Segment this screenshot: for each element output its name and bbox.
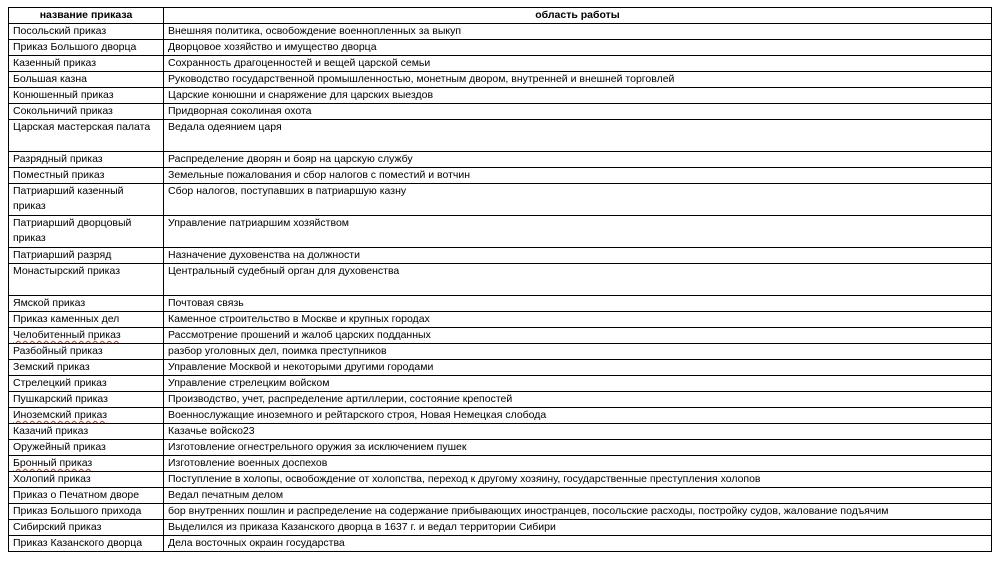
- work-area: Сбор налогов, поступавших в патриаршую казну: [164, 184, 992, 216]
- work-area: Внешняя политика, освобождение военнопленных за выкуп: [164, 24, 992, 40]
- table-row: [9, 424, 992, 440]
- work-area: Сохранность драгоценностей и вещей царской семьи: [164, 56, 992, 72]
- table-row: [9, 152, 992, 168]
- table-row: [9, 216, 992, 248]
- order-name: Монастырский приказ: [9, 264, 164, 296]
- order-name: Земский приказ: [9, 360, 164, 376]
- table-row: [9, 120, 992, 152]
- work-area: Рассмотрение прошений и жалоб царских подданных: [164, 328, 992, 344]
- work-area: Назначение духовенства на должности: [164, 248, 992, 264]
- order-name: Патриарший разряд: [9, 248, 164, 264]
- order-name: Приказ Большого дворца: [9, 40, 164, 56]
- order-name: Сибирский приказ: [9, 520, 164, 536]
- order-name: Приказ Казанского дворца: [9, 536, 164, 552]
- table-row: [9, 264, 992, 296]
- work-area: Дворцовое хозяйство и имущество дворца: [164, 40, 992, 56]
- order-name: Конюшенный приказ: [9, 88, 164, 104]
- order-name: Сокольничий приказ: [9, 104, 164, 120]
- orders-table: [8, 7, 992, 552]
- table-row: [9, 440, 992, 456]
- order-name: Холопий приказ: [9, 472, 164, 488]
- order-name: Патриарший казенный приказ: [9, 184, 164, 216]
- work-area: Почтовая связь: [164, 296, 992, 312]
- table-row: [9, 184, 992, 216]
- work-area: Выделился из приказа Казанского дворца в 1637 г. и ведал территории Сибири: [164, 520, 992, 536]
- table-row: [9, 376, 992, 392]
- order-name: Бронный приказ: [9, 456, 164, 472]
- table-row: [9, 520, 992, 536]
- header-order-name: название приказа: [9, 8, 164, 24]
- order-name: Челобитенный приказ: [9, 328, 164, 344]
- work-area: Управление Москвой и некоторыми другими городами: [164, 360, 992, 376]
- table-row: [9, 296, 992, 312]
- work-area: бор внутренних пошлин и распределение на содержание прибывающих иностранцев, посольские расходы, постройку судов, жалование подъячим: [164, 504, 992, 520]
- order-name: Разбойный приказ: [9, 344, 164, 360]
- work-area: Поступление в холопы, освобождение от холопства, переход к другому хозяину, государственные преступления холопов: [164, 472, 992, 488]
- table-header-row: [9, 8, 992, 24]
- table-row: [9, 472, 992, 488]
- order-name: Пушкарский приказ: [9, 392, 164, 408]
- table-row: [9, 328, 992, 344]
- order-name: Оружейный приказ: [9, 440, 164, 456]
- order-name: Приказ Большого прихода: [9, 504, 164, 520]
- table-row: [9, 168, 992, 184]
- work-area: Ведал печатным делом: [164, 488, 992, 504]
- order-name: Приказ каменных дел: [9, 312, 164, 328]
- order-name: Большая казна: [9, 72, 164, 88]
- order-name: Посольский приказ: [9, 24, 164, 40]
- table-row: [9, 536, 992, 552]
- table-row: [9, 88, 992, 104]
- table-row: [9, 392, 992, 408]
- order-name: Казенный приказ: [9, 56, 164, 72]
- order-name: Патриарший дворцовый приказ: [9, 216, 164, 248]
- work-area: Земельные пожалования и сбор налогов с поместий и вотчин: [164, 168, 992, 184]
- work-area: Каменное строительство в Москве и крупных городах: [164, 312, 992, 328]
- work-area: Распределение дворян и бояр на царскую службу: [164, 152, 992, 168]
- header-work-area: область работы: [164, 8, 992, 24]
- work-area: Руководство государственной промышленностью, монетным двором, внутренней и внешней торговлей: [164, 72, 992, 88]
- work-area: Военнослужащие иноземного и рейтарского строя, Новая Немецкая слобода: [164, 408, 992, 424]
- order-name: Царская мастерская палата: [9, 120, 164, 152]
- table-row: [9, 56, 992, 72]
- table-row: [9, 312, 992, 328]
- table-row: [9, 72, 992, 88]
- table-row: [9, 248, 992, 264]
- work-area: Придворная соколиная охота: [164, 104, 992, 120]
- work-area: Производство, учет, распределение артиллерии, состояние крепостей: [164, 392, 992, 408]
- order-name: Разрядный приказ: [9, 152, 164, 168]
- work-area: Царские конюшни и снаряжение для царских выездов: [164, 88, 992, 104]
- table-row: [9, 104, 992, 120]
- work-area: Ведала одеянием царя: [164, 120, 992, 152]
- order-name: Иноземский приказ: [9, 408, 164, 424]
- order-name: Ямской приказ: [9, 296, 164, 312]
- order-name: Приказ о Печатном дворе: [9, 488, 164, 504]
- order-name: Стрелецкий приказ: [9, 376, 164, 392]
- work-area: Дела восточных окраин государства: [164, 536, 992, 552]
- work-area: Управление патриаршим хозяйством: [164, 216, 992, 248]
- table-row: [9, 360, 992, 376]
- order-name: Поместный приказ: [9, 168, 164, 184]
- table-row: [9, 40, 992, 56]
- work-area: Казачье войско23: [164, 424, 992, 440]
- work-area: Управление стрелецким войском: [164, 376, 992, 392]
- work-area: Изготовление военных доспехов: [164, 456, 992, 472]
- work-area: разбор уголовных дел, поимка преступников: [164, 344, 992, 360]
- work-area: Центральный судебный орган для духовенства: [164, 264, 992, 296]
- table-row: [9, 24, 992, 40]
- order-name: Казачий приказ: [9, 424, 164, 440]
- table-row: [9, 408, 992, 424]
- work-area: Изготовление огнестрельного оружия за исключением пушек: [164, 440, 992, 456]
- table-row: [9, 456, 992, 472]
- table-row: [9, 344, 992, 360]
- table-row: [9, 488, 992, 504]
- table-row: [9, 504, 992, 520]
